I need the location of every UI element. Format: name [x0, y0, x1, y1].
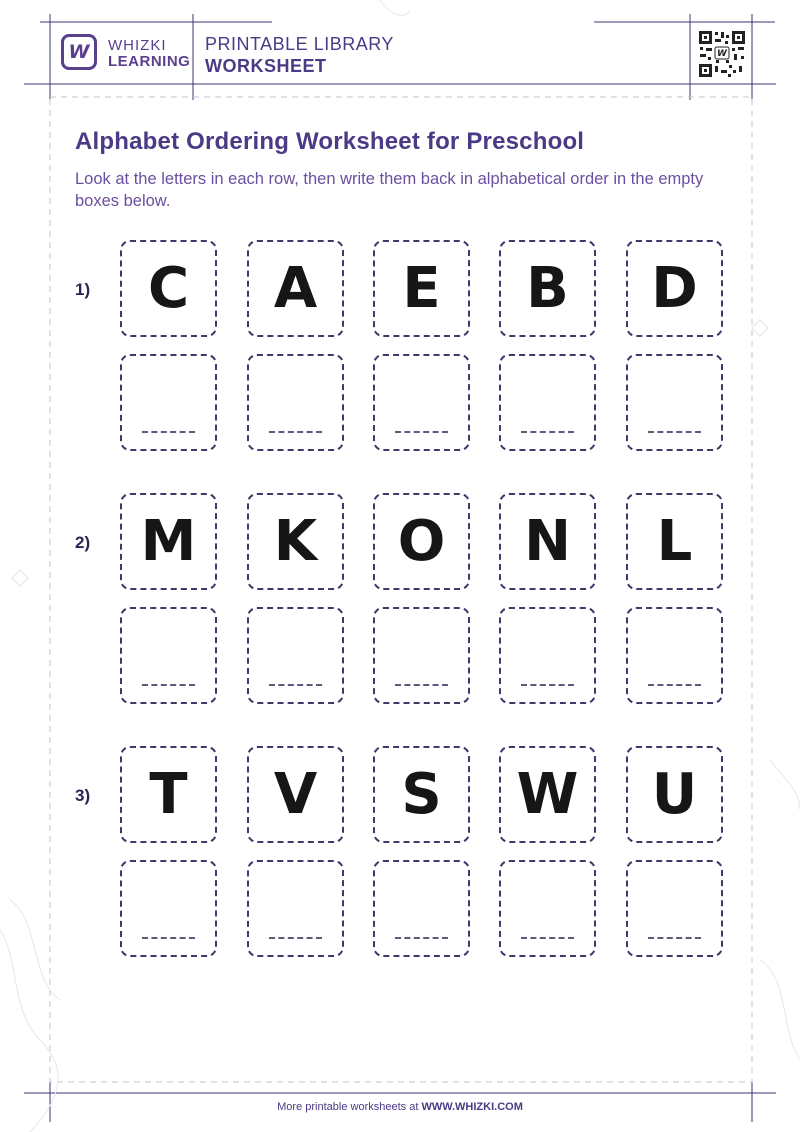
answer-line	[142, 684, 195, 686]
row-label: 2)	[75, 533, 91, 552]
answer-box[interactable]	[499, 607, 596, 704]
brand-subname: LEARNING	[108, 53, 191, 70]
worksheet-instructions: Look at the letters in each row, then write them back in alphabetical order in the empty boxes below.	[75, 170, 704, 210]
row-label: 1)	[75, 280, 91, 299]
scrambled-letter: A	[273, 255, 318, 321]
scrambled-letter: D	[651, 255, 698, 321]
answer-line	[395, 431, 448, 433]
scrambled-letter: E	[402, 255, 441, 321]
scrambled-letter: M	[140, 508, 197, 574]
footer-site-link[interactable]: WWW.WHIZKI.COM	[421, 1101, 523, 1113]
letter-box	[499, 493, 596, 590]
brand-name: WHIZKI	[108, 37, 167, 54]
footer-text	[0, 1101, 800, 1113]
letter-box	[499, 240, 596, 337]
row-label: 3)	[75, 786, 91, 805]
answer-line	[521, 684, 574, 686]
answer-box[interactable]	[120, 354, 217, 451]
letter-box	[247, 493, 344, 590]
scrambled-letter: T	[149, 761, 188, 827]
letter-box	[499, 746, 596, 843]
letter-box	[247, 240, 344, 337]
letter-box	[626, 746, 723, 843]
answer-line	[395, 937, 448, 939]
letter-box	[373, 240, 470, 337]
scrambled-letter: O	[397, 508, 446, 574]
scrambled-letter: K	[273, 508, 318, 574]
scrambled-letter: B	[526, 255, 569, 321]
answer-box[interactable]	[247, 354, 344, 451]
letter-box	[120, 493, 217, 590]
answer-line	[521, 937, 574, 939]
answer-line	[648, 684, 701, 686]
answer-line	[142, 431, 195, 433]
scrambled-letter: W	[516, 761, 579, 827]
scrambled-letter: U	[651, 761, 698, 827]
answer-box[interactable]	[373, 607, 470, 704]
letter-box	[626, 240, 723, 337]
answer-box[interactable]	[247, 607, 344, 704]
worksheet-type-label: WORKSHEET	[205, 56, 327, 76]
w-logo-icon: W	[68, 40, 90, 63]
library-label: PRINTABLE LIBRARY	[205, 34, 394, 54]
answer-box[interactable]	[120, 607, 217, 704]
answer-line	[269, 684, 322, 686]
letter-box	[373, 493, 470, 590]
svg-text:W: W	[717, 49, 727, 59]
answer-box[interactable]	[499, 860, 596, 957]
letter-box	[120, 746, 217, 843]
scrambled-letter: L	[656, 508, 693, 574]
answer-line	[648, 431, 701, 433]
answer-box[interactable]	[499, 354, 596, 451]
scrambled-letter: C	[147, 255, 190, 321]
answer-line	[269, 431, 322, 433]
whizki-logo-icon	[61, 34, 97, 70]
scrambled-letter: S	[401, 761, 442, 827]
answer-box[interactable]	[626, 860, 723, 957]
answer-box[interactable]	[373, 354, 470, 451]
answer-box[interactable]	[626, 354, 723, 451]
letter-box	[626, 493, 723, 590]
letter-box	[373, 746, 470, 843]
answer-line	[269, 937, 322, 939]
letter-box	[247, 746, 344, 843]
answer-line	[648, 937, 701, 939]
qr-code-icon	[698, 30, 746, 78]
answer-line	[142, 937, 195, 939]
answer-line	[521, 431, 574, 433]
answer-box[interactable]	[247, 860, 344, 957]
letter-box	[120, 240, 217, 337]
scrambled-letter: V	[273, 761, 318, 827]
answer-box[interactable]	[626, 607, 723, 704]
answer-box[interactable]	[373, 860, 470, 957]
answer-line	[395, 684, 448, 686]
scrambled-letter: N	[524, 508, 571, 574]
answer-box[interactable]	[120, 860, 217, 957]
worksheet-title: Alphabet Ordering Worksheet for Preschool	[75, 128, 585, 155]
footer-prefix: More printable worksheets at	[277, 1101, 419, 1113]
